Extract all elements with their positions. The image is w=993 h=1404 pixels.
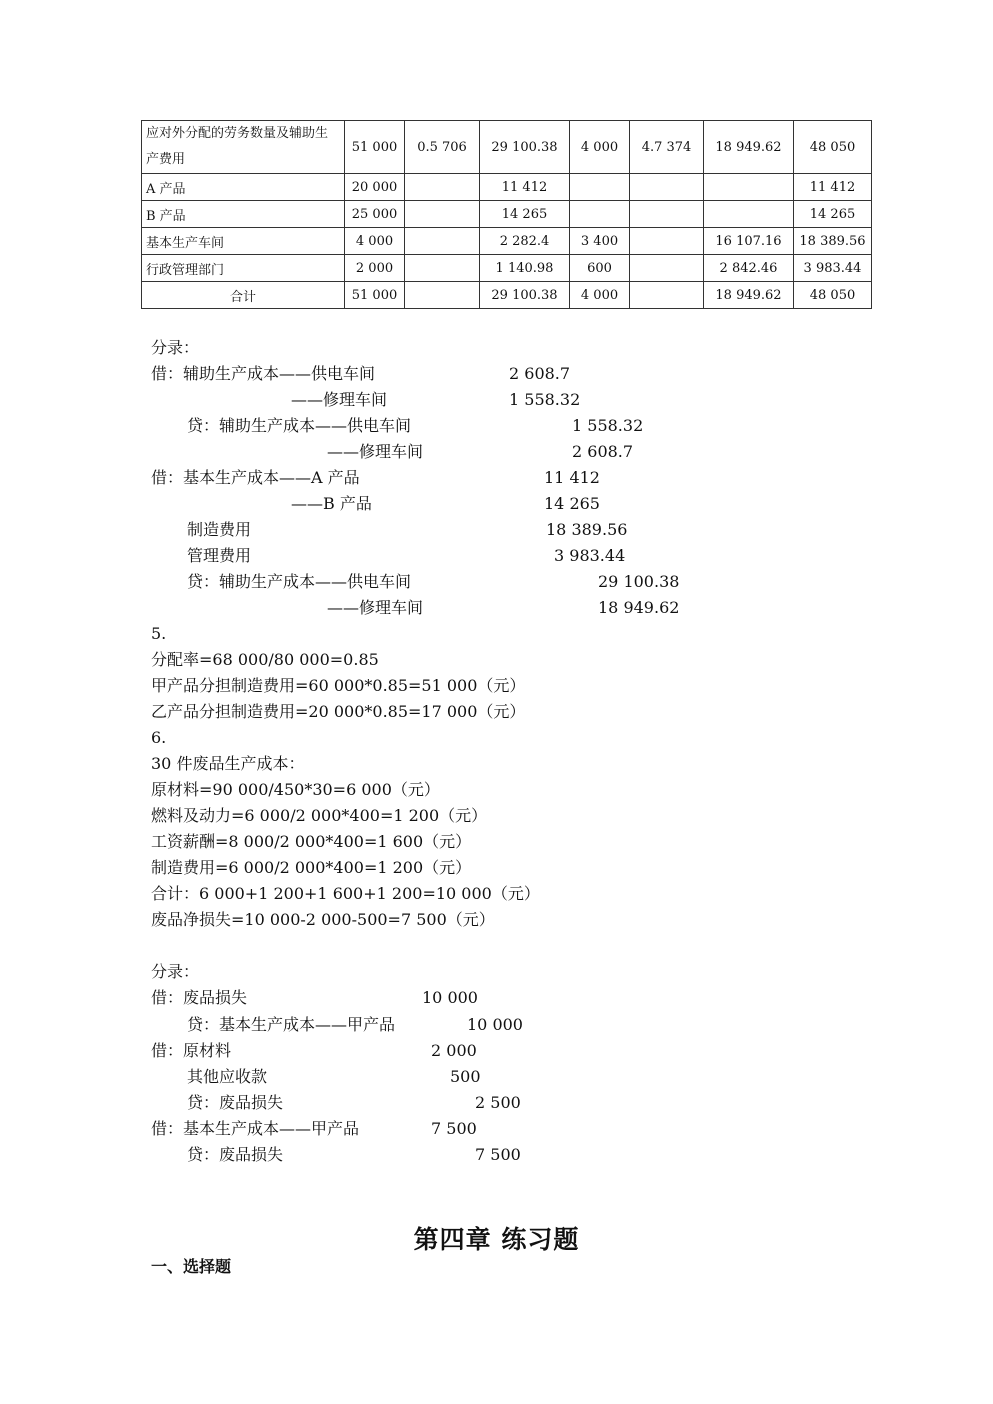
table-cell: 600 [570,255,630,282]
entry-amount: 14 265 [544,494,600,513]
table-cell: 0.5 706 [405,121,480,174]
table-cell [630,255,704,282]
entry-amount: 1 558.32 [572,416,644,435]
entry-amount: 3 983.44 [554,546,626,565]
entry-amount: 29 100.38 [598,572,680,591]
table-cell: 3 983.44 [794,255,872,282]
table-cell [630,228,704,255]
entry-label: 制造费用 [187,520,252,539]
table-cell [405,255,480,282]
table-cell: 14 265 [480,201,570,228]
entry-amount: 7 500 [475,1145,521,1164]
table-cell [704,201,794,228]
table-cell [630,282,704,309]
entry-amount: 2 500 [475,1093,521,1112]
calc-line: 合计：6 000+1 200+1 600+1 200=10 000（元） [151,884,540,903]
table-cell: 4.7 374 [630,121,704,174]
entry-label: 借：原材料 [151,1041,232,1060]
entry-amount: 11 412 [544,468,600,487]
table-cell: A 产品 [142,174,345,201]
table-row [142,255,872,282]
table-row [142,121,872,174]
table-cell: 48 050 [794,121,872,174]
table-cell: 20 000 [345,174,405,201]
table-cell: 18 949.62 [704,282,794,309]
table-cell: 29 100.38 [480,282,570,309]
entry-label: 借：废品损失 [151,988,248,1007]
table-cell: 4 000 [345,228,405,255]
table-cell: 4 000 [570,121,630,174]
entry-amount: 10 000 [467,1015,523,1034]
question-number: 6. [151,728,167,747]
table-cell: 行政管理部门 [142,255,345,282]
table-cell: 2 000 [345,255,405,282]
table-row [142,174,872,201]
entry-label: 贷：辅助生产成本——供电车间 [187,572,412,591]
table-cell: 11 412 [480,174,570,201]
entry-label: ——B 产品 [291,494,372,513]
entries-heading: 分录： [151,962,200,981]
entry-label: 借：基本生产成本——甲产品 [151,1119,360,1138]
calc-line: 分配率=68 000/80 000=0.85 [151,650,379,669]
table-cell: 2 282.4 [480,228,570,255]
table-row [142,201,872,228]
table-cell [405,228,480,255]
calc-line: 甲产品分担制造费用=60 000*0.85=51 000（元） [151,676,526,695]
table-row [142,282,872,309]
table-row [142,228,872,255]
allocation-table [141,120,872,309]
table-cell: B 产品 [142,201,345,228]
entry-amount: 2 000 [431,1041,477,1060]
entry-amount: 2 608.7 [572,442,634,461]
table-cell [405,174,480,201]
table-cell [405,201,480,228]
table-cell: 18 389.56 [794,228,872,255]
entry-label: 贷：废品损失 [187,1145,284,1164]
entry-label: 借：辅助生产成本——供电车间 [151,364,376,383]
entry-amount: 10 000 [422,988,478,1007]
table-cell [570,201,630,228]
table-cell [405,282,480,309]
table-cell: 18 949.62 [704,121,794,174]
calc-line: 工资薪酬=8 000/2 000*400=1 600（元） [151,832,472,851]
section-heading: 一、选择题 [151,1257,232,1276]
entry-amount: 1 558.32 [509,390,581,409]
table-cell: 25 000 [345,201,405,228]
table-cell: 14 265 [794,201,872,228]
table-cell: 2 842.46 [704,255,794,282]
table-cell: 51 000 [345,121,405,174]
entry-amount: 18 389.56 [546,520,628,539]
entry-amount: 500 [450,1067,481,1086]
entry-label: 贷：基本生产成本——甲产品 [187,1015,396,1034]
entry-label: ——修理车间 [291,390,388,409]
entry-amount: 18 949.62 [598,598,680,617]
table-cell [630,174,704,201]
table-cell: 合计 [142,282,345,309]
entry-label: ——修理车间 [327,598,424,617]
entries-heading: 分录： [151,338,200,357]
table-cell: 48 050 [794,282,872,309]
question-number: 5. [151,624,167,643]
chapter-title: 第四章 练习题 [413,1225,580,1254]
calc-line: 燃料及动力=6 000/2 000*400=1 200（元） [151,806,488,825]
calc-line: 废品净损失=10 000-2 000-500=7 500（元） [151,910,495,929]
table-cell: 4 000 [570,282,630,309]
entry-label: 贷：废品损失 [187,1093,284,1112]
table-cell: 3 400 [570,228,630,255]
entry-amount: 7 500 [431,1119,477,1138]
entry-label: 借：基本生产成本——A 产品 [151,468,360,487]
table-cell: 51 000 [345,282,405,309]
calc-line: 原材料=90 000/450*30=6 000（元） [151,780,440,799]
entry-amount: 2 608.7 [509,364,571,383]
table-cell: 基本生产车间 [142,228,345,255]
calc-line: 30 件废品生产成本： [151,754,305,773]
table-cell [630,201,704,228]
table-cell [570,174,630,201]
table-cell: 16 107.16 [704,228,794,255]
entry-label: 管理费用 [187,546,252,565]
table-cell: 应对外分配的劳务数量及辅助生产费用 [142,121,345,174]
entry-label: 贷：辅助生产成本——供电车间 [187,416,412,435]
calc-line: 乙产品分担制造费用=20 000*0.85=17 000（元） [151,702,526,721]
table-cell [704,174,794,201]
table-cell: 29 100.38 [480,121,570,174]
calc-line: 制造费用=6 000/2 000*400=1 200（元） [151,858,472,877]
table-cell: 11 412 [794,174,872,201]
entry-label: 其他应收款 [187,1067,268,1086]
table-cell: 1 140.98 [480,255,570,282]
entry-label: ——修理车间 [327,442,424,461]
